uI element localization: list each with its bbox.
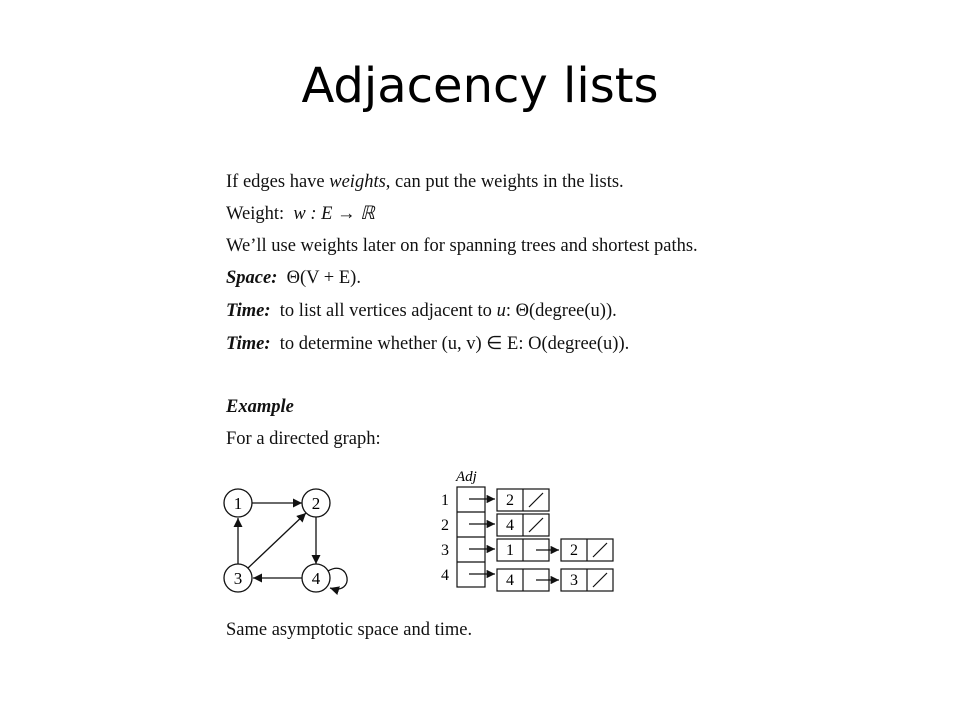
graph-node-label: 4 xyxy=(311,569,321,588)
adj-row-index: 3 xyxy=(441,542,449,559)
list-node xyxy=(497,514,549,536)
space-expression: Θ(V + E). xyxy=(286,268,361,288)
adj-index-labels xyxy=(441,492,449,584)
adj-list-row-1 xyxy=(497,489,549,511)
list-node-key: 4 xyxy=(506,572,514,589)
weight-expression: w : E → ℝ xyxy=(293,204,375,224)
time-list-label: Time: xyxy=(226,301,271,321)
weights-emphasis: weights xyxy=(329,172,386,192)
list-node xyxy=(561,539,613,561)
list-node-key: 3 xyxy=(570,572,578,589)
space-label: Space: xyxy=(226,268,278,288)
list-node xyxy=(497,489,549,511)
example-heading: Example xyxy=(226,397,294,417)
example-subtitle: For a directed graph: xyxy=(226,429,381,449)
list-node-key: 2 xyxy=(570,542,578,559)
graph-node-label: 1 xyxy=(233,494,243,513)
time-list-expression: : Θ(degree(u)). xyxy=(505,301,617,321)
adj-row-index: 2 xyxy=(441,517,449,534)
time-list-var: u xyxy=(496,301,506,321)
adj-row-index: 1 xyxy=(441,492,449,509)
graph-node-label: 3 xyxy=(233,569,243,588)
adj-list-row-2 xyxy=(497,514,549,536)
graph-node-1 xyxy=(224,489,252,517)
adj-list-row-4 xyxy=(497,569,613,591)
list-node xyxy=(561,569,613,591)
graph-node-2 xyxy=(302,489,330,517)
footer-note: Same asymptotic space and time. xyxy=(226,620,473,640)
list-node-key: 1 xyxy=(506,542,514,559)
graph-node-label: 2 xyxy=(311,494,321,513)
weights-intro-post: , can put the weights in the lists. xyxy=(385,172,624,192)
time-check-expression: (u, v) ∈ E: O(degree(u)). xyxy=(441,334,630,354)
adj-row-index: 4 xyxy=(441,567,449,584)
list-node-key: 2 xyxy=(506,492,514,509)
time-check-pre: to determine whether xyxy=(279,334,442,354)
slide-title: Adjacency lists xyxy=(301,58,659,114)
weights-later-line: We’ll use weights later on for spanning trees and shortest paths. xyxy=(226,236,698,256)
adj-array xyxy=(457,487,485,587)
graph-node-3 xyxy=(224,564,252,592)
adj-label: Adj xyxy=(456,469,477,485)
edge-3-2 xyxy=(248,513,306,568)
time-list-pre: to list all vertices adjacent to xyxy=(279,301,497,321)
weight-label: Weight: xyxy=(226,204,285,224)
weights-intro-pre: If edges have xyxy=(226,172,330,192)
directed-graph xyxy=(238,503,347,589)
list-node-key: 4 xyxy=(506,517,514,534)
time-check-label: Time: xyxy=(226,334,271,354)
graph-node-4 xyxy=(302,564,330,592)
edge-4-4-self-loop xyxy=(328,568,347,589)
adj-list-row-3 xyxy=(497,539,613,561)
